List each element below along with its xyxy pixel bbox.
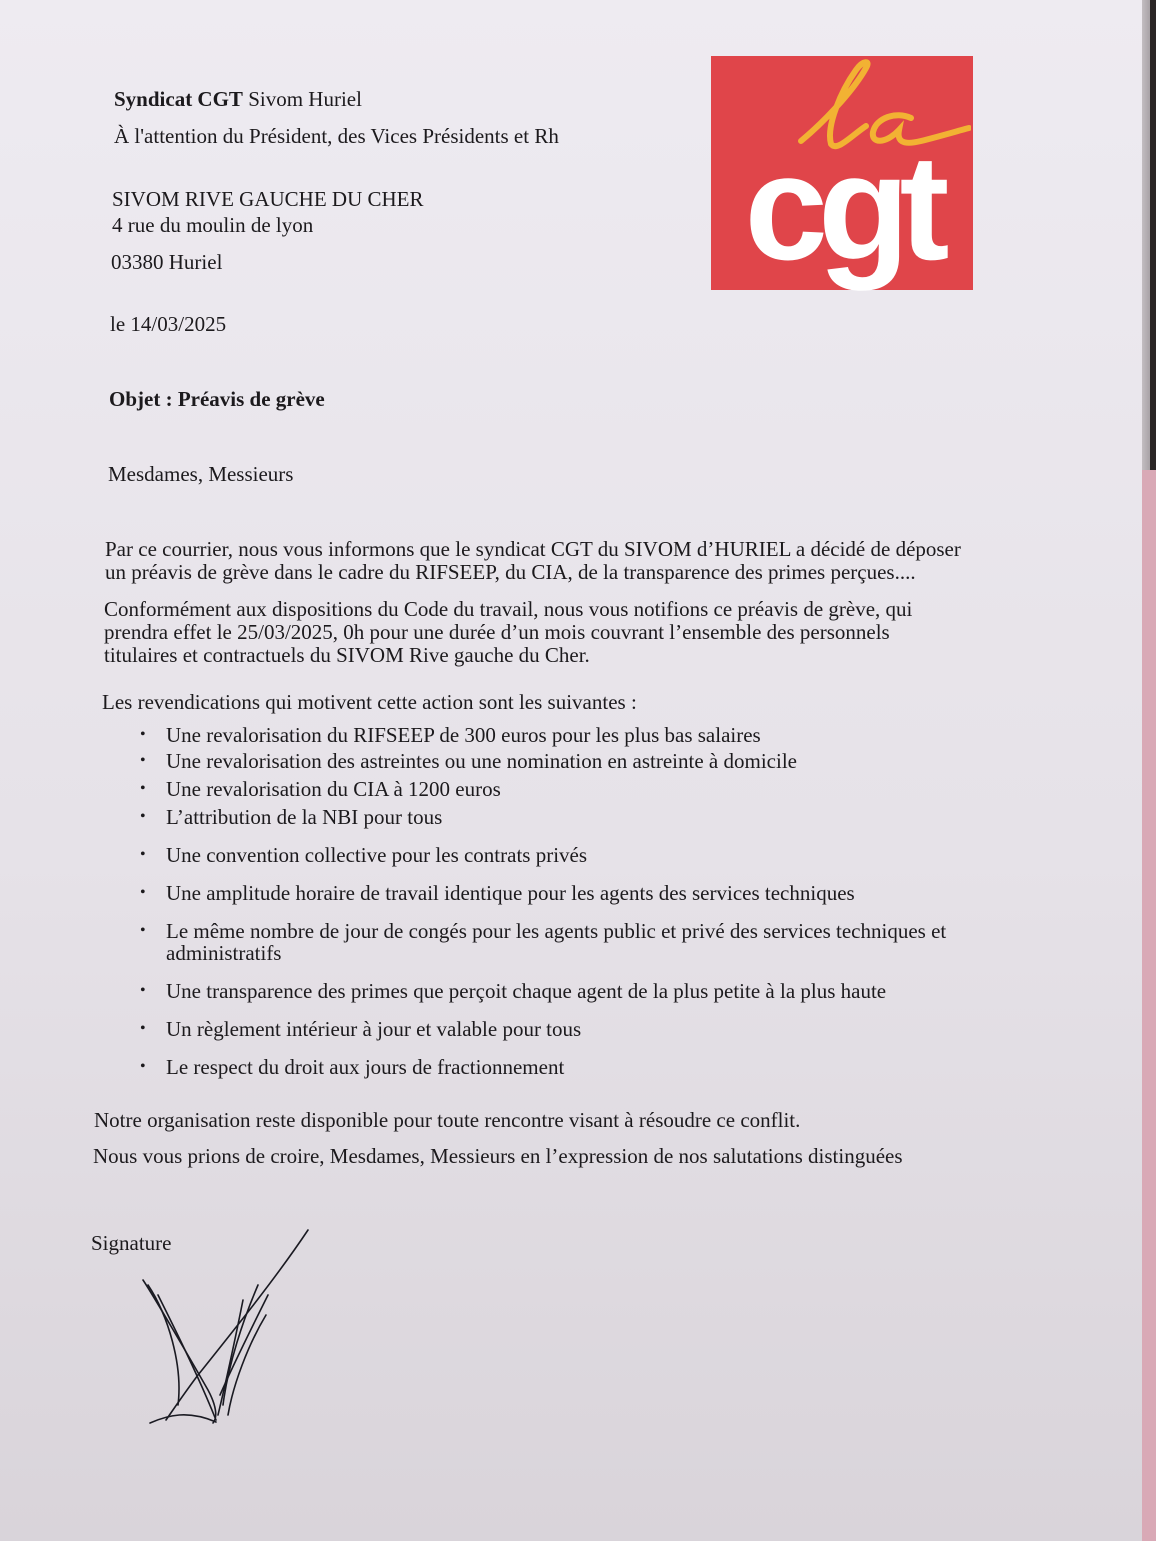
demand-item: • Une transparence des primes que perçoit chaque agent de la plus petite à la plus haute [140,980,1020,1002]
sender-org-rest: Sivom Huriel [248,87,362,111]
demand-item: • Une convention collective pour les contrats privés [140,844,1020,866]
demand-item: • Une revalorisation des astreintes ou une nomination en astreinte à domicile [140,750,1020,772]
paragraph-intro [105,538,1010,584]
sender-org-bold: Syndicat CGT [114,87,243,111]
paragraph-line: Par ce courrier, nous vous informons que le syndicat CGT du SIVOM d’HURIEL a décidé de déposer [105,537,961,561]
demand-item: • Un règlement intérieur à jour et valable pour tous [140,1018,1020,1040]
demands-list [140,724,1020,1078]
paragraph-line: prendra effet le 25/03/2025, 0h pour une durée d’un mois couvrant l’ensemble des personnels [104,620,890,644]
demand-item: • Une revalorisation du RIFSEEP de 300 euros pour les plus bas salaires [140,724,1020,746]
recipient-name: SIVOM RIVE GAUCHE DU CHER [112,187,424,211]
closing-salutations: Nous vous prions de croire, Mesdames, Messieurs en l’expression de nos salutations distinguées [93,1144,903,1168]
pink-sheet-edge [1142,470,1156,1541]
handwritten-signature [128,1225,328,1435]
paragraph-line: Conformément aux dispositions du Code du travail, nous vous notifions ce préavis de grève, qui [104,597,913,621]
paragraph-notice [104,598,1008,667]
demand-item: • Le respect du droit aux jours de fractionnement [140,1056,1020,1078]
paragraph-line: titulaires et contractuels du SIVOM Rive gauche du Cher. [104,643,590,667]
attention-line: À l'attention du Président, des Vices Présidents et Rh [114,124,559,148]
sender-line [114,87,362,111]
letter-date: le 14/03/2025 [110,312,227,336]
demand-item: • Une revalorisation du CIA à 1200 euros [140,778,1020,800]
salutation: Mesdames, Messieurs [108,462,294,486]
paragraph-line: un préavis de grève dans le cadre du RIFSEEP, du CIA, de la transparence des primes perçues.... [105,560,916,584]
signature-label: Signature [91,1231,172,1255]
cgt-logo [711,56,973,290]
recipient-city: 03380 Huriel [111,250,223,274]
demand-item: • L’attribution de la NBI pour tous [140,806,1020,828]
demand-item: • Le même nombre de jour de congés pour les agents public et privé des services techniques et administratifs [140,920,1020,964]
letter-subject: Objet : Préavis de grève [109,387,325,411]
closing-availability: Notre organisation reste disponible pour toute rencontre visant à résoudre ce conflit. [94,1108,801,1132]
logo-wordmark-cgt: cgt [744,123,940,291]
recipient-street: 4 rue du moulin de lyon [112,213,314,237]
demand-item: • Une amplitude horaire de travail identique pour les agents des services techniques [140,882,1020,904]
demands-intro: Les revendications qui motivent cette action sont les suivantes : [102,690,637,714]
